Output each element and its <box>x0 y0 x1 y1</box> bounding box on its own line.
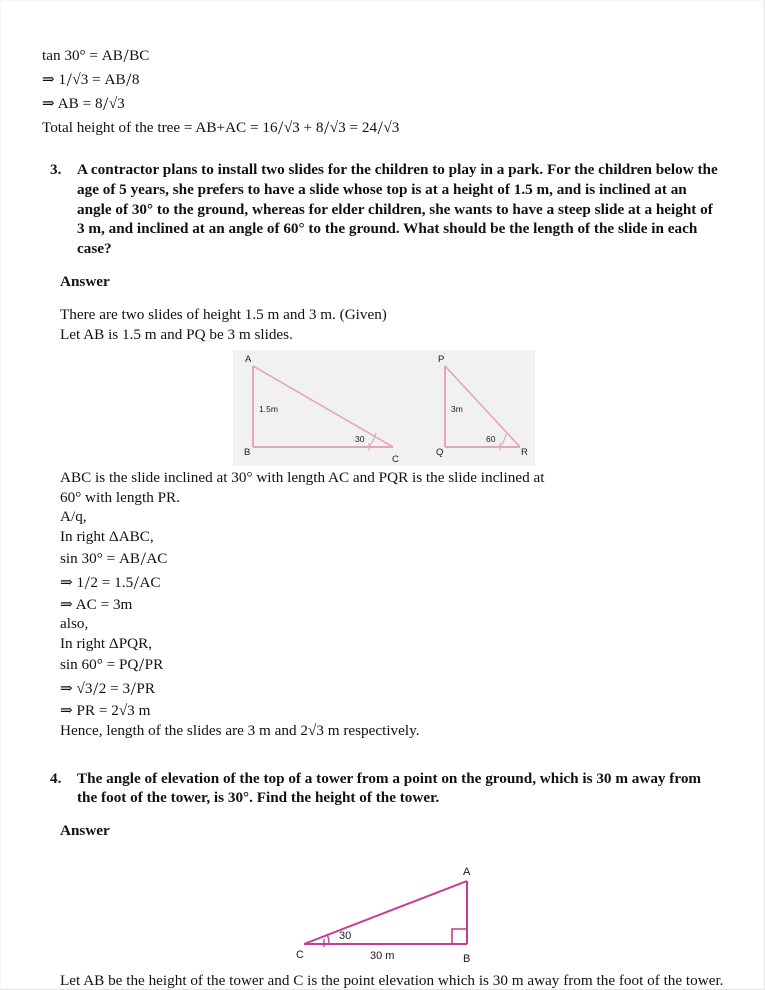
spacer <box>42 808 724 821</box>
fraction: 8/√3 <box>315 118 346 139</box>
working-line-4 <box>42 116 724 140</box>
vertex-label-b: B <box>244 447 251 459</box>
eq-text: = <box>106 680 123 698</box>
spacer <box>60 292 724 305</box>
fraction: AB/BC <box>101 46 150 67</box>
tower-elevation-svg <box>282 859 502 969</box>
triangle-acb <box>296 866 471 965</box>
question-4-closing-wrapper <box>42 971 724 990</box>
step-ac-result: ⇒ AC = 3m <box>60 595 133 613</box>
fraction: 16/√3 <box>262 118 300 139</box>
fraction: 1/√3 <box>58 70 89 91</box>
working-line-2 <box>42 68 724 92</box>
vertex-label-a: A <box>463 866 471 879</box>
fraction: AB/AC <box>118 548 168 570</box>
eq-text: + <box>299 119 316 136</box>
eq-text: Total height of the tree = AB+AC = <box>42 119 263 136</box>
working-line-3 <box>42 92 724 116</box>
vertex-label-c: C <box>392 454 399 466</box>
working-line-1 <box>42 44 724 68</box>
spacer <box>42 259 724 272</box>
segment-ca <box>304 881 467 944</box>
eq-text: ⇒ AB = <box>42 95 95 112</box>
eq-text: ⇒ <box>60 680 77 698</box>
fraction: 8/√3 <box>94 94 125 115</box>
answer-label-q4: Answer <box>60 822 110 840</box>
step-sin60 <box>60 653 724 677</box>
given-line-2: Let AB is 1.5 m and PQ be 3 m slides. <box>60 325 293 343</box>
fraction: 3/PR <box>122 679 155 701</box>
vertex-label-p: P <box>438 354 445 366</box>
fraction: √3/2 <box>76 679 107 701</box>
vertex-label-b: B <box>463 953 471 966</box>
two-slides-svg <box>233 350 535 466</box>
fraction: PQ/PR <box>118 655 164 677</box>
eq-text: sin 30° = <box>60 549 119 567</box>
spacer <box>42 761 724 769</box>
step-triangle-pqr: In right ΔPQR, <box>60 634 153 652</box>
vertex-label-a: A <box>245 354 252 366</box>
step-half-eq <box>60 571 724 595</box>
question-4-number: 4. <box>50 769 62 787</box>
explanation-text: ABC is the slide inclined at 30° with length AC and PQR is the slide inclined at 60° with length PR. <box>60 469 545 506</box>
step-root3-eq <box>60 677 724 701</box>
vertex-label-r: R <box>521 447 528 459</box>
figure-1-wrapper <box>42 350 724 468</box>
figure-2-wrapper <box>42 859 724 971</box>
eq-text: = <box>98 573 115 591</box>
top-working-block <box>42 44 724 140</box>
question-4-text: The angle of elevation of the top of a tower from a point on the ground, which is 30 m away from the foot of the tower, is 30°. Find the height of the tower. <box>77 769 702 807</box>
triangle-abc <box>244 354 399 465</box>
fraction: 24/√3 <box>361 118 400 139</box>
question-4-block <box>42 769 724 809</box>
right-angle-marker-b <box>452 929 467 944</box>
step-triangle-abc: In right ΔABC, <box>60 527 154 545</box>
step-conclusion: Hence, length of the slides are 3 m and 2√3 m respectively. <box>60 721 420 739</box>
page-content <box>42 44 724 990</box>
base-length-label: 30 m <box>370 950 395 963</box>
step-sin30 <box>60 547 724 571</box>
eq-text: ⇒ <box>42 71 59 88</box>
fraction: 1.5/AC <box>114 572 161 594</box>
given-line-1: There are two slides of height 1.5 m and 3 m. (Given) <box>60 305 387 323</box>
eq-text: ⇒ <box>60 573 77 591</box>
eq-text: = <box>88 71 105 88</box>
step-aq: A/q, <box>60 508 87 526</box>
triangle-pqr <box>436 354 528 458</box>
step-pr-result: ⇒ PR = 2√3 m <box>60 702 151 720</box>
eq-text: sin 60° = <box>60 656 119 674</box>
eq-text: tan 30° = <box>42 47 102 64</box>
angle-label: 30 <box>339 930 352 943</box>
angle-label-left: 30 <box>355 434 365 445</box>
tower-elevation-diagram <box>282 859 502 969</box>
step-also: also, <box>60 615 89 633</box>
spacer <box>42 841 724 859</box>
fraction: 1/2 <box>76 572 98 594</box>
spacer <box>42 140 724 160</box>
question-3-text: A contractor plans to install two slides for the children to play in a park. For the children below the age of 5 years, she prefers to have a slide whose top is at a height of 1.5 m, and is inclined at an angle of 30° to the ground, whereas for elder children, she wants to have a steep slide at a height of 3 m, and inclined at an angle of 60° to the ground. What should be the length of the slide in each case? <box>77 161 718 258</box>
height-label-right: 3m <box>451 404 463 415</box>
question-3-number: 3. <box>50 161 62 178</box>
eq-text: = <box>345 119 362 136</box>
angle-label-right: 60 <box>486 434 496 445</box>
two-slides-diagram <box>233 350 535 466</box>
question-3-block <box>42 160 724 259</box>
vertex-label-q: Q <box>436 447 444 459</box>
question-4-closing: Let AB be the height of the tower and C is the point elevation which is 30 m away from the foot of the tower. <box>60 972 724 990</box>
answer-label-q3: Answer <box>60 272 110 290</box>
fraction: AB/8 <box>104 70 140 91</box>
spacer <box>42 741 724 761</box>
question-4-answer <box>42 821 724 841</box>
question-3-answer <box>42 272 724 344</box>
vertex-label-c: C <box>296 949 304 962</box>
height-label-left: 1.5m <box>259 404 278 415</box>
question-3-working <box>42 468 724 740</box>
